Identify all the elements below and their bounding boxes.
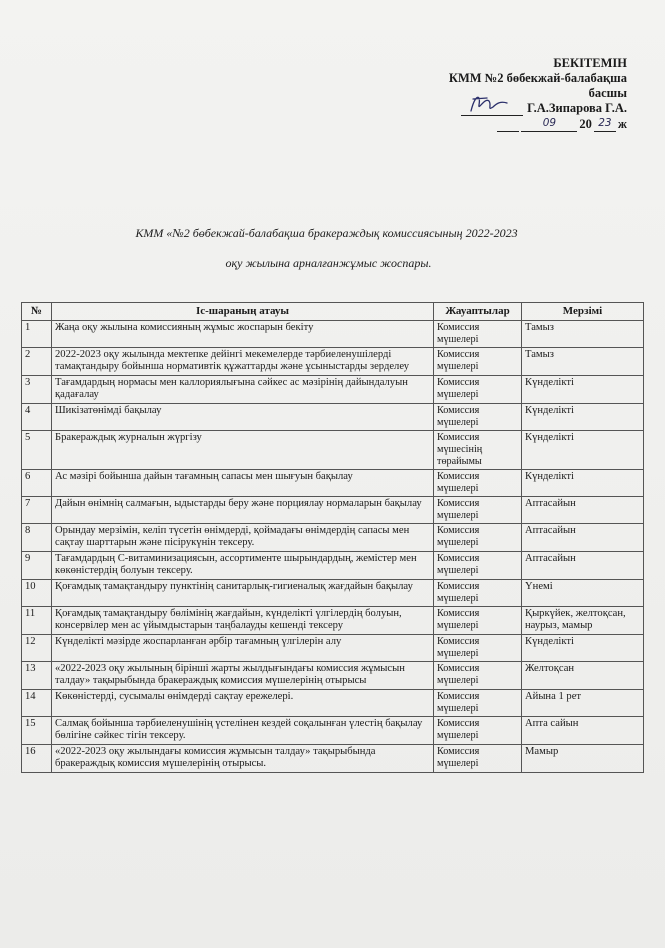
table-row bbox=[22, 469, 644, 496]
row-term: Аптасайын bbox=[522, 496, 644, 523]
header-term: Мерзімі bbox=[522, 303, 644, 321]
row-term: Желтоқсан bbox=[522, 661, 644, 689]
row-activity: Салмақ бойынша тәрбиеленушінің үстелінен кездей соқалынған үлестің бақылау бөлігіне сәйкес тігін тексеру. bbox=[52, 716, 434, 744]
approval-title: БЕКІТЕМІН bbox=[553, 56, 627, 70]
table-row bbox=[22, 403, 644, 430]
table-body bbox=[22, 320, 644, 772]
table-row bbox=[22, 375, 644, 403]
row-number: 16 bbox=[22, 744, 52, 772]
date-year-prefix: 20 bbox=[579, 117, 592, 131]
table-header-row bbox=[22, 303, 644, 321]
row-number: 5 bbox=[22, 430, 52, 469]
table-row bbox=[22, 744, 644, 772]
row-term: Үнемі bbox=[522, 579, 644, 606]
table-row bbox=[22, 606, 644, 634]
row-responsible: Комиссия мүшелері bbox=[434, 403, 522, 430]
date-month-slot: 09 bbox=[521, 116, 577, 132]
row-term: Күнделікті bbox=[522, 634, 644, 661]
row-number: 12 bbox=[22, 634, 52, 661]
row-term: Күнделікті bbox=[522, 430, 644, 469]
header-activity: Іс-шараның атауы bbox=[52, 303, 434, 321]
row-number: 10 bbox=[22, 579, 52, 606]
row-responsible: Комиссия мүшелері bbox=[434, 744, 522, 772]
row-term: Мамыр bbox=[522, 744, 644, 772]
row-responsible: Комиссия мүшелері bbox=[434, 689, 522, 716]
table-row bbox=[22, 689, 644, 716]
row-activity: «2022-2023 оқу жылындағы комиссия жұмысын талдау» тақырыбында бракераждық комиссия мүшелерінің отырысы. bbox=[52, 744, 434, 772]
table-row bbox=[22, 496, 644, 523]
row-responsible: Комиссия мүшелері bbox=[434, 375, 522, 403]
row-number: 15 bbox=[22, 716, 52, 744]
table-row bbox=[22, 634, 644, 661]
row-number: 6 bbox=[22, 469, 52, 496]
approval-date bbox=[387, 116, 627, 132]
row-term: Қыркүйек, желтоқсан, наурыз, мамыр bbox=[522, 606, 644, 634]
row-term: Аптасайын bbox=[522, 551, 644, 579]
row-responsible: Комиссия мүшелері bbox=[434, 320, 522, 347]
approval-org: КММ №2 бөбекжай-балабақша bbox=[448, 71, 627, 85]
row-activity: «2022-2023 оқу жылының бірінші жарты жылдығындағы комиссия жұмысын талдау» тақырыбында бракераждық комиссия мүшелерінің отырысы bbox=[52, 661, 434, 689]
row-number: 9 bbox=[22, 551, 52, 579]
date-year-end: ж bbox=[617, 117, 627, 131]
row-responsible: Комиссия мүшесінің төрайымы bbox=[434, 430, 522, 469]
table-row bbox=[22, 661, 644, 689]
table-row bbox=[22, 716, 644, 744]
approval-position: басшы bbox=[588, 86, 627, 100]
row-responsible: Комиссия мүшелері bbox=[434, 661, 522, 689]
row-number: 7 bbox=[22, 496, 52, 523]
table-row bbox=[22, 320, 644, 347]
table-row bbox=[22, 579, 644, 606]
row-responsible: Комиссия мүшелері bbox=[434, 347, 522, 375]
document-title-line2: оқу жылына арналғанжұмыс жоспары. bbox=[225, 256, 432, 270]
work-plan-table bbox=[21, 302, 644, 773]
row-number: 8 bbox=[22, 523, 52, 551]
row-activity: Орындау мерзімін, келіп түсетін өнімдерді, қоймадағы өнімдердің сапасы мен сақтау шарттарын және пісірукүнін тексеру. bbox=[52, 523, 434, 551]
row-activity: Жаңа оқу жылына комиссияның жұмыс жоспарын бекіту bbox=[52, 320, 434, 347]
row-term: Апта сайын bbox=[522, 716, 644, 744]
row-term: Айына 1 рет bbox=[522, 689, 644, 716]
row-activity: 2022-2023 оқу жылында мектепке дейінгі мекемелерде тәрбиеленушілерді тамақтандыру бойынша нормативтік құжаттарды және ұсыныстарды зерделеу bbox=[52, 347, 434, 375]
row-number: 14 bbox=[22, 689, 52, 716]
row-activity: Күнделікті мәзірде жоспарланған әрбір тағамның үлгілерін алу bbox=[52, 634, 434, 661]
row-responsible: Комиссия мүшелері bbox=[434, 523, 522, 551]
approval-block bbox=[387, 56, 627, 132]
table-row bbox=[22, 430, 644, 469]
row-term: Күнделікті bbox=[522, 375, 644, 403]
date-day-slot bbox=[497, 131, 519, 132]
row-responsible: Комиссия мүшелері bbox=[434, 579, 522, 606]
row-activity: Тағамдардың нормасы мен каллориялығына сәйкес ас мәзірінің дайындалуын қадағалау bbox=[52, 375, 434, 403]
row-term: Күнделікті bbox=[522, 469, 644, 496]
row-term: Күнделікті bbox=[522, 403, 644, 430]
row-responsible: Комиссия мүшелері bbox=[434, 496, 522, 523]
row-responsible: Комиссия мүшелері bbox=[434, 551, 522, 579]
signature-line bbox=[387, 101, 627, 116]
row-number: 3 bbox=[22, 375, 52, 403]
row-number: 4 bbox=[22, 403, 52, 430]
header-number: № bbox=[22, 303, 52, 321]
row-activity: Қоғамдық тамақтандыру пунктінің санитарлық-гигиеналық жағдайын бақылау bbox=[52, 579, 434, 606]
row-activity: Шикізатөнімді бақылау bbox=[52, 403, 434, 430]
header-responsible: Жауаптылар bbox=[434, 303, 522, 321]
row-activity: Тағамдардың С-витаминизациясын, ассортименте шырындардың, жемістер мен көкөністердің болуын тексеру. bbox=[52, 551, 434, 579]
row-activity: Дайын өнімнің салмағын, ыдыстарды беру және порциялау нормаларын бақылау bbox=[52, 496, 434, 523]
row-number: 1 bbox=[22, 320, 52, 347]
row-term: Тамыз bbox=[522, 347, 644, 375]
date-year-suffix: 23 bbox=[594, 116, 616, 132]
row-activity: Ас мәзірі бойынша дайын тағамның сапасы мен шығуын бақылау bbox=[52, 469, 434, 496]
row-activity: Көкөністерді, сусымалы өнімдерді сақтау ережелері. bbox=[52, 689, 434, 716]
approval-signer: Г.А.Зипарова Г.А. bbox=[527, 101, 627, 115]
row-activity: Бракераждық журналын жүргізу bbox=[52, 430, 434, 469]
row-term: Тамыз bbox=[522, 320, 644, 347]
handwritten-signature bbox=[467, 91, 515, 117]
row-responsible: Комиссия мүшелері bbox=[434, 606, 522, 634]
signature-blank bbox=[461, 101, 523, 116]
row-activity: Қоғамдық тамақтандыру бөлімінің жағдайын, күнделікті үлгілердің болуын, консервілер мен ас үйымдыстарын таңбалауды кешенді тексеру bbox=[52, 606, 434, 634]
row-responsible: Комиссия мүшелері bbox=[434, 469, 522, 496]
table-row bbox=[22, 523, 644, 551]
row-responsible: Комиссия мүшелері bbox=[434, 716, 522, 744]
row-responsible: Комиссия мүшелері bbox=[434, 634, 522, 661]
table-row bbox=[22, 347, 644, 375]
row-number: 2 bbox=[22, 347, 52, 375]
document-title-line1: КММ «№2 бөбекжай-балабақша бракераждық комиссиясының 2022-2023 bbox=[135, 226, 518, 240]
row-term: Аптасайын bbox=[522, 523, 644, 551]
row-number: 11 bbox=[22, 606, 52, 634]
table-row bbox=[22, 551, 644, 579]
row-number: 13 bbox=[22, 661, 52, 689]
